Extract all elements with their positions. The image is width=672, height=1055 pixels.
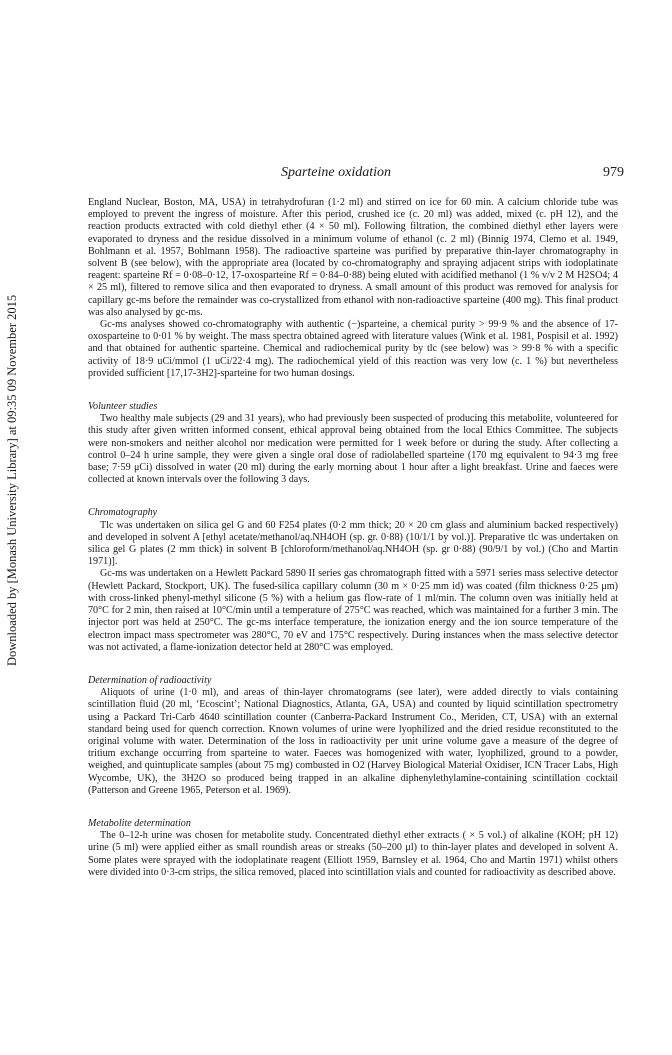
download-note: Downloaded by [Monash University Library] at 09:35 09 November 2015 [5, 294, 19, 666]
page-header [0, 165, 672, 183]
section-heading: Determination of radioactivity [88, 674, 212, 686]
page-number: 979 [603, 165, 624, 180]
section-heading: Volunteer studies [88, 401, 158, 413]
article-body [88, 197, 618, 879]
section-heading: Metabolite determination [88, 817, 191, 829]
paragraph: Gc-ms was undertaken on a Hewlett Packard 5890 II series gas chromatograph fitted with a 5971 series mass selective detector (Hewlett Packard, Stockport, UK). The fused-silica capillary column (30 m × 0·25 mm id) was coated (film thickness 0·25 μm) with cross-linked phenyl-methyl silicone (5 %) with a helium gas flow-rate of 1 ml/min. The column oven was initially held at 70°C for 2 min, then raised at 10°C/min until a temperature of 275°C was reached, which was maintained for a further 3 min. The injector port was held at 250°C. The gc-ms interface temperature, the ionization energy and the ion source temperature of the electron impact mass spectrometer was 280°C, 70 eV and 175°C respectively. During instances when the mass selective detector was not activated, a flame-ionization detector held at 280°C was employed. [88, 568, 618, 653]
paragraph: Gc-ms analyses showed co-chromatography with authentic (−)sparteine, a chemical purity > 99·9 % and the absence of 17-oxosparteine to 0·01 % by weight. The mass spectra obtained agreed with literature values (Wink et al. 1981, Pospisil et al. 1992) and that obtained for authentic sparteine. Chemical and radiochemical purity by tlc (see below) was > 99·8 % with a specific activity of 18·9 uCi/mmol (1 uCi/22·4 mg). The radiochemical yield of this reaction was very low (c. 1 %) but nevertheless provided sufficient [17,17-3H2]-sparteine for two human dosings. [88, 319, 618, 379]
paragraph: England Nuclear, Boston, MA, USA) in tetrahydrofuran (1·2 ml) and stirred on ice for 60 min. A calcium chloride tube was employed to prevent the ingress of moisture. After this period, crushed ice (c. 20 ml) was added, mixed (c. pH 12), and the reaction products extracted with cold diethyl ether (4 × 50 ml). Following filtration, the combined diethyl ether layers were evaporated to dryness and the residue dissolved in a minimum volume of ethanol (c. 2 ml) (Binnig 1974, Clemo et al. 1949, Bohlmann et al. 1957, Bohlmann 1958). The radioactive sparteine was purified by preparative thin-layer chromatography in solvent B (see below), with the appropriate area (located by co-chromatography and spraying adjacent strips with iodoplatinate reagent: sparteine Rf = 0·08–0·12, 17-oxosparteine Rf = 0·84–0·88) being eluted with acidified methanol (1 % v/v 2 M H2SO4; 4 × 25 ml), filtered to remove silica and then evaporated to dryness. A small amount of this product was removed for analysis for capillary gc-ms before the remainder was co-crystallized from ethanol with non-radioactive sparteine (400 mg). This final product was also analysed by gc-ms. [88, 197, 618, 318]
paragraph: Aliquots of urine (1·0 ml), and areas of thin-layer chromatograms (see later), were added directly to vials containing scintillation fluid (20 ml, ‘Ecoscint’; National Diagnostics, Atlanta, GA, USA) and counted by liquid scintillation spectrometry using a Packard Tri-Carb 4640 scintillation counter (Canberra-Packard Instrument Co., Meriden, CT, USA) with an external standard being used for quench correction. Known volumes of urine were lyophilized and the dried residue reconstituted to the original volume with water. Determination of the loss in radioactivity per unit urine volume gave a measure of the degree of tritium exchange occurring from sparteine to water. Faeces was homogenized with water, lyophilized, ground to a powder, weighed, and quintuplicate samples (about 75 mg) combusted in O2 (Harvey Biological Material Oxidiser, ICN Tracer Labs, High Wycombe, UK), the 3H2O so produced being trapped in an alkaline diphenylethylamine-containing scintillation cocktail (Patterson and Greene 1965, Peterson et al. 1969). [88, 687, 618, 796]
running-title: Sparteine oxidation [280, 165, 392, 180]
paragraph: Two healthy male subjects (29 and 31 years), who had previously been suspected of producing this metabolite, volunteered for this study after given written informed consent, ethical approval being obtained from the local Ethics Committee. The subjects were non-smokers and neither alcohol nor medication were permitted for 1 week before or during the study. After collecting a control 0–24 h urine sample, they were given a single oral dose of radiolabelled sparteine (170 mg equivalent to 94·3 mg free base; 7·59 μCi) dissolved in water (20 ml) during the early morning about 1 hour after a light breakfast. Urine and faeces were collected at known intervals over the following 3 days. [88, 413, 618, 486]
section-heading: Chromatography [88, 507, 158, 519]
paragraph: The 0–12-h urine was chosen for metabolite study. Concentrated diethyl ether extracts ( × 5 vol.) of alkaline (KOH; pH 12) urine (5 ml) were applied either as small roundish areas or streaks (50–200 μl) to thin-layer plates and developed in solvent A. Some plates were sprayed with the iodoplatinate reagent (Elliott 1959, Barnsley et al. 1964, Cho and Martin 1971) whilst others were divided into 0·3-cm strips, the silica removed, placed into scintillation vials and counted for radioactivity as described above. [88, 830, 618, 878]
paragraph: Tlc was undertaken on silica gel G and 60 F254 plates (0·2 mm thick; 20 × 20 cm glass and aluminium backed respectively) and developed in solvent A [ethyl acetate/methanol/aq.NH4OH (sp. gr. 0·88) (10/1/1 by vol.)]. Preparative tlc was undertaken on silica gel G plates (2 mm thick) in solvent B [chloroform/methanol/aq.NH4OH (sp. gr 0·88) (90/9/1 by vol.) (Cho and Martin 1971)]. [88, 519, 618, 568]
